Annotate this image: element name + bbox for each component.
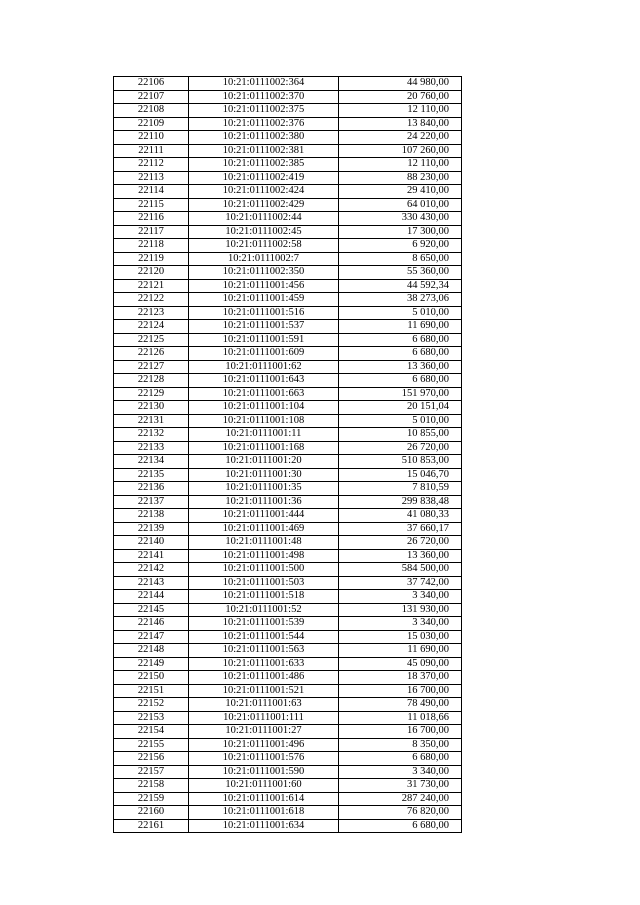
table-row (114, 171, 462, 185)
row-number-cell: 22128 (114, 374, 189, 388)
row-number-cell: 22134 (114, 455, 189, 469)
amount-cell: 29 410,00 (339, 185, 462, 199)
cadastral-number-cell: 10:21:0111002:385 (189, 158, 339, 172)
table-row (114, 131, 462, 145)
cadastral-number-cell: 10:21:0111001:63 (189, 698, 339, 712)
cadastral-number-cell: 10:21:0111002:45 (189, 225, 339, 239)
table-row (114, 266, 462, 280)
amount-cell: 11 690,00 (339, 644, 462, 658)
row-number-cell: 22129 (114, 387, 189, 401)
row-number-cell: 22139 (114, 522, 189, 536)
table-row (114, 549, 462, 563)
amount-cell: 8 650,00 (339, 252, 462, 266)
row-number-cell: 22143 (114, 576, 189, 590)
table-row (114, 90, 462, 104)
amount-cell: 37 660,17 (339, 522, 462, 536)
table-row (114, 306, 462, 320)
table-row (114, 401, 462, 415)
amount-cell: 24 220,00 (339, 131, 462, 145)
row-number-cell: 22137 (114, 495, 189, 509)
cadastral-number-cell: 10:21:0111002:419 (189, 171, 339, 185)
amount-cell: 26 720,00 (339, 536, 462, 550)
table-row (114, 738, 462, 752)
cadastral-number-cell: 10:21:0111001:537 (189, 320, 339, 334)
amount-cell: 299 838,48 (339, 495, 462, 509)
amount-cell: 55 360,00 (339, 266, 462, 280)
amount-cell: 5 010,00 (339, 306, 462, 320)
cadastral-number-cell: 10:21:0111001:35 (189, 482, 339, 496)
table-row (114, 320, 462, 334)
cadastral-number-cell: 10:21:0111002:350 (189, 266, 339, 280)
row-number-cell: 22148 (114, 644, 189, 658)
table-row (114, 576, 462, 590)
amount-cell: 11 690,00 (339, 320, 462, 334)
amount-cell: 7 810,59 (339, 482, 462, 496)
table-row (114, 765, 462, 779)
amount-cell: 12 110,00 (339, 104, 462, 118)
amount-cell: 6 680,00 (339, 752, 462, 766)
cadastral-number-cell: 10:21:0111001:663 (189, 387, 339, 401)
row-number-cell: 22120 (114, 266, 189, 280)
row-number-cell: 22160 (114, 806, 189, 820)
table-row (114, 509, 462, 523)
cadastral-number-cell: 10:21:0111002:429 (189, 198, 339, 212)
cadastral-number-cell: 10:21:0111002:364 (189, 77, 339, 91)
amount-cell: 8 350,00 (339, 738, 462, 752)
table-row (114, 455, 462, 469)
cadastral-number-cell: 10:21:0111001:590 (189, 765, 339, 779)
cadastral-number-cell: 10:21:0111001:62 (189, 360, 339, 374)
table-row (114, 468, 462, 482)
row-number-cell: 22109 (114, 117, 189, 131)
row-number-cell: 22127 (114, 360, 189, 374)
row-number-cell: 22161 (114, 819, 189, 833)
cadastral-number-cell: 10:21:0111002:424 (189, 185, 339, 199)
amount-cell: 76 820,00 (339, 806, 462, 820)
row-number-cell: 22156 (114, 752, 189, 766)
row-number-cell: 22111 (114, 144, 189, 158)
row-number-cell: 22152 (114, 698, 189, 712)
cadastral-number-cell: 10:21:0111001:591 (189, 333, 339, 347)
row-number-cell: 22138 (114, 509, 189, 523)
amount-cell: 38 273,06 (339, 293, 462, 307)
amount-cell: 11 018,66 (339, 711, 462, 725)
cadastral-number-cell: 10:21:0111001:168 (189, 441, 339, 455)
table-row (114, 252, 462, 266)
table-row (114, 428, 462, 442)
table-body (114, 77, 462, 833)
amount-cell: 13 840,00 (339, 117, 462, 131)
table-row (114, 360, 462, 374)
cadastral-number-cell: 10:21:0111001:52 (189, 603, 339, 617)
amount-cell: 64 010,00 (339, 198, 462, 212)
cadastral-number-cell: 10:21:0111002:380 (189, 131, 339, 145)
amount-cell: 16 700,00 (339, 684, 462, 698)
table-row (114, 563, 462, 577)
row-number-cell: 22149 (114, 657, 189, 671)
amount-cell: 12 110,00 (339, 158, 462, 172)
table-row (114, 590, 462, 604)
table-row (114, 414, 462, 428)
row-number-cell: 22132 (114, 428, 189, 442)
row-number-cell: 22154 (114, 725, 189, 739)
cadastral-number-cell: 10:21:0111001:634 (189, 819, 339, 833)
table-row (114, 225, 462, 239)
row-number-cell: 22116 (114, 212, 189, 226)
cadastral-number-cell: 10:21:0111001:108 (189, 414, 339, 428)
table-row (114, 185, 462, 199)
amount-cell: 41 080,33 (339, 509, 462, 523)
table-row (114, 617, 462, 631)
row-number-cell: 22113 (114, 171, 189, 185)
cadastral-number-cell: 10:21:0111001:444 (189, 509, 339, 523)
cadastral-number-cell: 10:21:0111002:376 (189, 117, 339, 131)
row-number-cell: 22123 (114, 306, 189, 320)
table-row (114, 212, 462, 226)
table-row (114, 630, 462, 644)
amount-cell: 45 090,00 (339, 657, 462, 671)
cadastral-number-cell: 10:21:0111002:370 (189, 90, 339, 104)
amount-cell: 13 360,00 (339, 360, 462, 374)
amount-cell: 6 680,00 (339, 347, 462, 361)
row-number-cell: 22158 (114, 779, 189, 793)
amount-cell: 6 680,00 (339, 819, 462, 833)
table-row (114, 806, 462, 820)
cadastral-number-cell: 10:21:0111001:496 (189, 738, 339, 752)
row-number-cell: 22108 (114, 104, 189, 118)
row-number-cell: 22112 (114, 158, 189, 172)
row-number-cell: 22159 (114, 792, 189, 806)
row-number-cell: 22141 (114, 549, 189, 563)
amount-cell: 78 490,00 (339, 698, 462, 712)
amount-cell: 584 500,00 (339, 563, 462, 577)
cadastral-number-cell: 10:21:0111001:609 (189, 347, 339, 361)
amount-cell: 31 730,00 (339, 779, 462, 793)
amount-cell: 15 046,70 (339, 468, 462, 482)
cadastral-number-cell: 10:21:0111001:576 (189, 752, 339, 766)
row-number-cell: 22155 (114, 738, 189, 752)
amount-cell: 20 151,04 (339, 401, 462, 415)
row-number-cell: 22147 (114, 630, 189, 644)
table-row (114, 441, 462, 455)
cadastral-number-cell: 10:21:0111001:544 (189, 630, 339, 644)
table-row (114, 657, 462, 671)
cadastral-number-cell: 10:21:0111001:498 (189, 549, 339, 563)
amount-cell: 18 370,00 (339, 671, 462, 685)
amount-cell: 17 300,00 (339, 225, 462, 239)
table-row (114, 779, 462, 793)
table-row (114, 347, 462, 361)
cadastral-number-cell: 10:21:0111001:563 (189, 644, 339, 658)
row-number-cell: 22115 (114, 198, 189, 212)
amount-cell: 26 720,00 (339, 441, 462, 455)
cadastral-number-cell: 10:21:0111001:60 (189, 779, 339, 793)
row-number-cell: 22157 (114, 765, 189, 779)
cadastral-number-cell: 10:21:0111002:375 (189, 104, 339, 118)
cadastral-number-cell: 10:21:0111001:521 (189, 684, 339, 698)
row-number-cell: 22146 (114, 617, 189, 631)
cadastral-number-cell: 10:21:0111001:643 (189, 374, 339, 388)
cadastral-number-cell: 10:21:0111001:27 (189, 725, 339, 739)
cadastral-number-cell: 10:21:0111001:539 (189, 617, 339, 631)
table-row (114, 495, 462, 509)
row-number-cell: 22153 (114, 711, 189, 725)
amount-cell: 151 970,00 (339, 387, 462, 401)
table-row (114, 144, 462, 158)
amount-cell: 6 920,00 (339, 239, 462, 253)
amount-cell: 15 030,00 (339, 630, 462, 644)
row-number-cell: 22130 (114, 401, 189, 415)
table-row (114, 279, 462, 293)
table-row (114, 671, 462, 685)
table-row (114, 603, 462, 617)
amount-cell: 13 360,00 (339, 549, 462, 563)
table-row (114, 819, 462, 833)
amount-cell: 16 700,00 (339, 725, 462, 739)
cadastral-number-cell: 10:21:0111001:48 (189, 536, 339, 550)
row-number-cell: 22145 (114, 603, 189, 617)
row-number-cell: 22131 (114, 414, 189, 428)
cadastral-number-cell: 10:21:0111001:36 (189, 495, 339, 509)
table-row (114, 387, 462, 401)
amount-cell: 3 340,00 (339, 590, 462, 604)
row-number-cell: 22121 (114, 279, 189, 293)
table-row (114, 684, 462, 698)
table-row (114, 644, 462, 658)
cadastral-number-cell: 10:21:0111001:111 (189, 711, 339, 725)
amount-cell: 510 853,00 (339, 455, 462, 469)
cadastral-number-cell: 10:21:0111001:633 (189, 657, 339, 671)
amount-cell: 88 230,00 (339, 171, 462, 185)
table-row (114, 725, 462, 739)
cadastral-number-cell: 10:21:0111001:469 (189, 522, 339, 536)
table-row (114, 104, 462, 118)
table-row (114, 711, 462, 725)
cadastral-number-cell: 10:21:0111001:614 (189, 792, 339, 806)
cadastral-number-cell: 10:21:0111001:500 (189, 563, 339, 577)
row-number-cell: 22151 (114, 684, 189, 698)
cadastral-number-cell: 10:21:0111001:11 (189, 428, 339, 442)
amount-cell: 44 592,34 (339, 279, 462, 293)
amount-cell: 131 930,00 (339, 603, 462, 617)
cadastral-number-cell: 10:21:0111002:44 (189, 212, 339, 226)
row-number-cell: 22150 (114, 671, 189, 685)
amount-cell: 10 855,00 (339, 428, 462, 442)
table-row (114, 536, 462, 550)
amount-cell: 20 760,00 (339, 90, 462, 104)
row-number-cell: 22107 (114, 90, 189, 104)
row-number-cell: 22125 (114, 333, 189, 347)
row-number-cell: 22140 (114, 536, 189, 550)
table-row (114, 482, 462, 496)
cadastral-number-cell: 10:21:0111001:104 (189, 401, 339, 415)
amount-cell: 3 340,00 (339, 617, 462, 631)
amount-cell: 3 340,00 (339, 765, 462, 779)
cadastral-number-cell: 10:21:0111002:7 (189, 252, 339, 266)
row-number-cell: 22126 (114, 347, 189, 361)
table-row (114, 752, 462, 766)
cadastral-number-cell: 10:21:0111001:30 (189, 468, 339, 482)
table-row (114, 522, 462, 536)
cadastral-number-cell: 10:21:0111002:381 (189, 144, 339, 158)
row-number-cell: 22144 (114, 590, 189, 604)
amount-cell: 287 240,00 (339, 792, 462, 806)
table-row (114, 333, 462, 347)
table-row (114, 293, 462, 307)
cadastral-number-cell: 10:21:0111001:503 (189, 576, 339, 590)
row-number-cell: 22114 (114, 185, 189, 199)
amount-cell: 6 680,00 (339, 333, 462, 347)
row-number-cell: 22135 (114, 468, 189, 482)
table-row (114, 158, 462, 172)
table-row (114, 239, 462, 253)
row-number-cell: 22142 (114, 563, 189, 577)
cadastral-number-cell: 10:21:0111001:518 (189, 590, 339, 604)
table-row (114, 198, 462, 212)
row-number-cell: 22133 (114, 441, 189, 455)
cadastral-number-cell: 10:21:0111001:459 (189, 293, 339, 307)
amount-cell: 107 260,00 (339, 144, 462, 158)
cadastral-number-cell: 10:21:0111002:58 (189, 239, 339, 253)
amount-cell: 6 680,00 (339, 374, 462, 388)
table-row (114, 698, 462, 712)
cadastral-number-cell: 10:21:0111001:20 (189, 455, 339, 469)
row-number-cell: 22136 (114, 482, 189, 496)
cadastral-number-cell: 10:21:0111001:516 (189, 306, 339, 320)
cadastral-number-cell: 10:21:0111001:486 (189, 671, 339, 685)
row-number-cell: 22119 (114, 252, 189, 266)
row-number-cell: 22106 (114, 77, 189, 91)
row-number-cell: 22124 (114, 320, 189, 334)
row-number-cell: 22122 (114, 293, 189, 307)
row-number-cell: 22118 (114, 239, 189, 253)
amount-cell: 5 010,00 (339, 414, 462, 428)
row-number-cell: 22117 (114, 225, 189, 239)
amount-cell: 330 430,00 (339, 212, 462, 226)
table-row (114, 792, 462, 806)
amount-cell: 44 980,00 (339, 77, 462, 91)
amount-cell: 37 742,00 (339, 576, 462, 590)
data-table (113, 76, 462, 833)
table-row (114, 117, 462, 131)
table-row (114, 374, 462, 388)
cadastral-number-cell: 10:21:0111001:456 (189, 279, 339, 293)
row-number-cell: 22110 (114, 131, 189, 145)
cadastral-number-cell: 10:21:0111001:618 (189, 806, 339, 820)
table-row (114, 77, 462, 91)
